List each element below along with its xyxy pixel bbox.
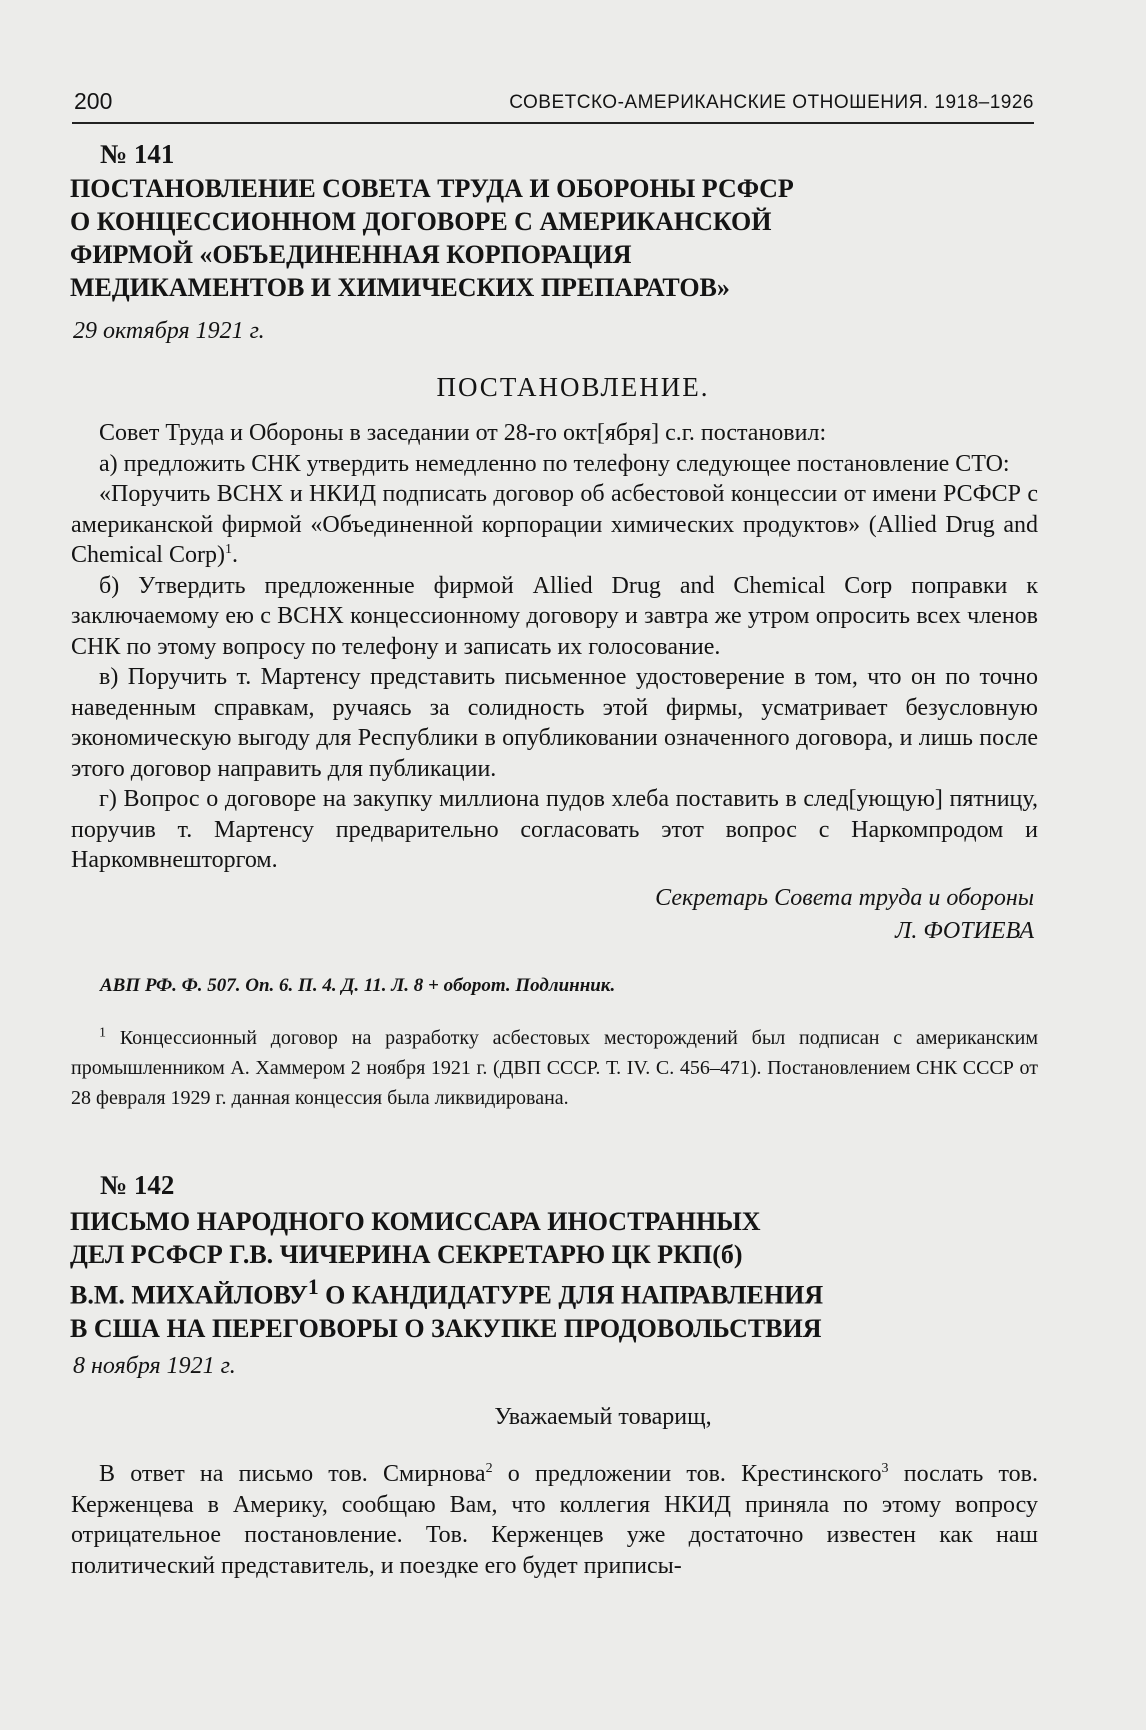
paragraph-text: послать тов. Керженцева в Америку, сообщаю Вам, что коллегия НКИД приняла по этому вопросу отрицательное постановление. Тов. Керженцев уже достаточно известен как наш политический представитель, и поездке его будет приписы- bbox=[71, 1461, 1038, 1579]
footnote-text: Концессионный договор на разработку асбестовых месторождений был подписан с американским промышленником А. Хаммером 2 ноября 1921 г. (ДВП СССР. Т. IV. С. 456–471). Постановлением СНК СССР от 28 февраля 1929 г. данная концессия была ликвидирована. bbox=[71, 1027, 1039, 1109]
page-number: 200 bbox=[74, 88, 113, 114]
paragraph bbox=[71, 479, 1038, 571]
doc142-heading-line: ДЕЛ РСФСР Г.В. ЧИЧЕРИНА СЕКРЕТАРЮ ЦК РКП(б) bbox=[70, 1240, 743, 1269]
doc142-heading bbox=[70, 1205, 1040, 1345]
doc142-greeting: Уважаемый товарищ, bbox=[494, 1404, 712, 1430]
doc141-date: 29 октября 1921 г. bbox=[73, 318, 265, 344]
paragraph bbox=[71, 1459, 1038, 1581]
doc141-heading bbox=[70, 172, 1040, 304]
doc141-heading-line: ПОСТАНОВЛЕНИЕ СОВЕТА ТРУДА И ОБОРОНЫ РСФСР bbox=[70, 174, 794, 203]
doc141-heading-line: МЕДИКАМЕНТОВ И ХИМИЧЕСКИХ ПРЕПАРАТОВ» bbox=[70, 273, 730, 302]
doc141-footnote bbox=[71, 1023, 1038, 1113]
doc142-heading-line: В США НА ПЕРЕГОВОРЫ О ЗАКУПКЕ ПРОДОВОЛЬСТВИЯ bbox=[70, 1313, 822, 1343]
doc141-heading-line: О КОНЦЕССИОННОМ ДОГОВОРЕ С АМЕРИКАНСКОЙ bbox=[70, 207, 772, 236]
footnote-ref: 1 bbox=[307, 1275, 319, 1299]
paragraph: в) Поручить т. Мартенсу представить письменное удостоверение в том, что он по точно наведенным справкам, ручаясь за солидность этой фирмы, усматривает безусловную экономическую выгоду для Республики в опубликовании означенного договора, и лишь после этого договор направить для публикации. bbox=[71, 664, 1038, 782]
signer-title: Секретарь Совета труда и обороны bbox=[655, 885, 1034, 911]
paragraph: б) Утвердить предложенные фирмой Allied Drug and Chemical Corp поправки к заключаемому ею с ВСНХ концессионному договору и завтра же утром опросить всех членов СНК по этому вопросу по телефону и записать их голосование. bbox=[71, 572, 1038, 660]
doc142-number: № 142 bbox=[100, 1170, 175, 1200]
paragraph-end: . bbox=[231, 542, 238, 568]
signer-name: Л. ФОТИЕВА bbox=[895, 918, 1034, 944]
footnote-mark: 1 bbox=[99, 1025, 106, 1041]
paragraph: а) предложить СНК утвердить немедленно по телефону следующее постановление СТО: bbox=[99, 450, 1010, 477]
paragraph: Совет Труда и Обороны в заседании от 28-го окт[ября] с.г. постановил: bbox=[99, 420, 827, 446]
heading-addressee: В.М. МИХАЙЛОВУ bbox=[70, 1280, 308, 1310]
doc141-source: АВП РФ. Ф. 507. Оп. 6. П. 4. Д. 11. Л. 8 + оборот. Подлинник. bbox=[100, 975, 616, 996]
paragraph-text: В ответ на письмо тов. Смирнова bbox=[99, 1461, 486, 1487]
doc142-body bbox=[71, 1459, 1038, 1581]
doc142-heading-line bbox=[70, 1271, 1040, 1312]
doc142-heading-line: ПИСЬМО НАРОДНОГО КОМИССАРА ИНОСТРАННЫХ bbox=[70, 1207, 761, 1236]
doc142-date: 8 ноября 1921 г. bbox=[73, 1353, 236, 1379]
footnote-ref: 3 bbox=[881, 1461, 889, 1476]
doc141-body bbox=[71, 418, 1038, 876]
footnote-ref: 1 bbox=[224, 542, 232, 557]
doc141-number: № 141 bbox=[100, 139, 175, 169]
footnote-ref: 2 bbox=[485, 1461, 493, 1476]
doc141-heading-line: ФИРМОЙ «ОБЪЕДИНЕННАЯ КОРПОРАЦИЯ bbox=[70, 240, 632, 269]
doc141-signature bbox=[655, 882, 1034, 948]
doc141-title: ПОСТАНОВЛЕНИЕ. bbox=[436, 372, 710, 402]
paragraph-text: о предложении тов. Крестинского bbox=[492, 1461, 882, 1487]
heading-text: О КАНДИДАТУРЕ ДЛЯ НАПРАВЛЕНИЯ bbox=[318, 1280, 824, 1310]
running-header bbox=[72, 88, 1034, 124]
paragraph: г) Вопрос о договоре на закупку миллиона пудов хлеба поставить в след[ующую] пятницу, поручив т. Мартенсу предварительно согласовать этот вопрос с Наркомпродом и Наркомвнешторгом. bbox=[71, 786, 1038, 873]
running-title: СОВЕТСКО-АМЕРИКАНСКИЕ ОТНОШЕНИЯ. 1918–1926 bbox=[509, 92, 1034, 113]
paragraph-text: «Поручить ВСНХ и НКИД подписать договор об асбестовой концессии от имени РСФСР с американской фирмой «Объединенной корпорации химических продуктов» (Allied Drug and Chemical Corp) bbox=[71, 481, 1038, 568]
